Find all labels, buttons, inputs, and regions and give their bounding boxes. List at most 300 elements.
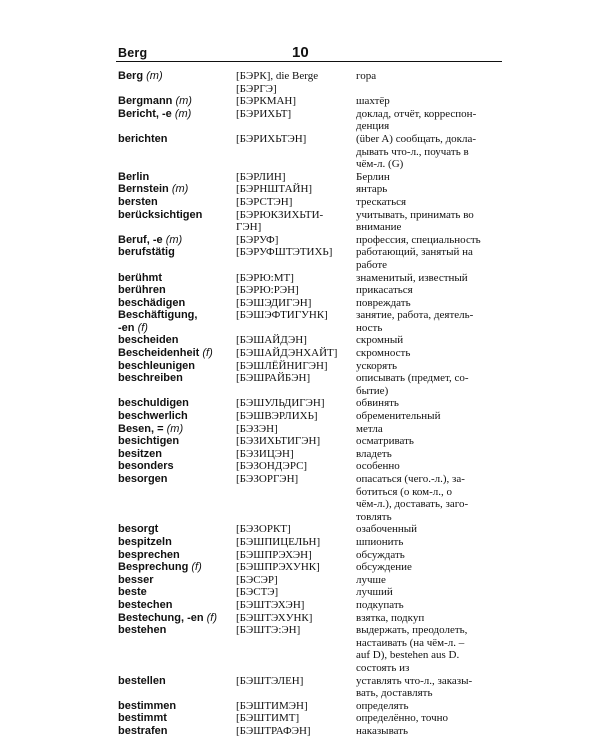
dictionary-entry: [118, 712, 502, 725]
headword-text: -en: [118, 321, 135, 334]
dictionary-entry: [118, 133, 502, 171]
headword-text: Bescheidenheit: [118, 347, 200, 360]
translation-line: профессия, специальность: [356, 233, 481, 246]
headword-text: bespitzeln: [118, 535, 172, 548]
dictionary-entry: [118, 183, 502, 196]
headword-line: [118, 624, 236, 637]
dictionary-entry: [118, 549, 502, 562]
dictionary-entry: [118, 347, 502, 360]
gender-marker: (m): [175, 95, 192, 108]
pronunciation-line: [БЭЗОНДЭРС]: [236, 460, 308, 473]
headword-line: [118, 473, 236, 486]
headword-line: [118, 246, 236, 259]
translation-line: работе: [356, 258, 388, 271]
entry-headword: [118, 334, 236, 347]
headword-text: beschwerlich: [118, 410, 188, 423]
entry-pronunciation: [236, 272, 356, 285]
translation-line: ускорять: [356, 359, 398, 372]
dictionary-entry: [118, 272, 502, 285]
pronunciation-line: [БЭШПРЭХУНК]: [236, 561, 320, 574]
entry-translation: [356, 108, 502, 133]
entry-pronunciation: [236, 284, 356, 297]
entry-translation: [356, 209, 502, 234]
headword-line: [118, 549, 236, 562]
translation-line: определённо, точно: [356, 712, 449, 725]
pronunciation-line: [БЭШАЙДЭНХАЙТ]: [236, 347, 338, 360]
pronunciation-line: [БЭРИХЬТ]: [236, 107, 292, 120]
entry-pronunciation: [236, 712, 356, 725]
pronunciation-line: [БЭШТЭХЭН]: [236, 598, 305, 611]
gender-marker: (f): [202, 347, 213, 360]
entry-pronunciation: [236, 70, 356, 95]
entry-headword: [118, 272, 236, 285]
translation-line: взятка, подкуп: [356, 611, 425, 624]
pronunciation-line: [БЭРСТЭН]: [236, 195, 293, 208]
translation-line: лучше: [356, 573, 386, 586]
translation-line: шпионить: [356, 535, 404, 548]
dictionary-entry: [118, 372, 502, 397]
translation-line: обсуждение: [356, 561, 412, 574]
entry-headword: [118, 171, 236, 184]
dictionary-entry: [118, 297, 502, 310]
entry-translation: [356, 234, 502, 247]
headword-text: besonders: [118, 460, 174, 473]
pronunciation-line: ГЭН]: [236, 221, 262, 234]
entry-headword: [118, 196, 236, 209]
entry-headword: [118, 70, 236, 83]
gender-marker: (m): [171, 183, 189, 196]
entry-pronunciation: [236, 372, 356, 385]
entry-headword: [118, 599, 236, 612]
entry-pronunciation: [236, 624, 356, 637]
dictionary-entry: [118, 95, 502, 108]
pronunciation-line: [БЭРКМАН]: [236, 95, 297, 108]
headword-line: [118, 712, 236, 725]
dictionary-entry: [118, 561, 502, 574]
headword-line: [118, 410, 236, 423]
entry-headword: [118, 549, 236, 562]
dictionary-entry: [118, 397, 502, 410]
entry-pronunciation: [236, 536, 356, 549]
entry-headword: [118, 297, 236, 310]
headword-text: bestellen: [118, 674, 166, 687]
entry-pronunciation: [236, 700, 356, 713]
entry-translation: [356, 700, 502, 713]
entry-translation: [356, 712, 502, 725]
dictionary-entry: [118, 448, 502, 461]
headword-text: beschädigen: [118, 296, 186, 309]
headword-text: besitzen: [118, 447, 163, 460]
headword-text: bescheiden: [118, 334, 179, 347]
translation-line: ботиться (о ком-л., о: [356, 485, 453, 498]
entry-translation: [356, 133, 502, 171]
dictionary-entry: [118, 246, 502, 271]
headword-line: [118, 272, 236, 285]
entry-headword: [118, 284, 236, 297]
dictionary-entry: [118, 473, 502, 523]
headword-text: Besen, =: [118, 422, 164, 435]
headword-line: [118, 183, 236, 196]
translation-line: повреждать: [356, 296, 411, 309]
translation-line: денция: [356, 120, 390, 133]
entry-translation: [356, 372, 502, 397]
gender-marker: (m): [165, 233, 183, 246]
headword-line: [118, 423, 236, 436]
entry-headword: [118, 209, 236, 222]
entry-pronunciation: [236, 473, 356, 486]
dictionary-entry: [118, 70, 502, 95]
headword-text: Beschäftigung,: [118, 309, 198, 322]
headword-text: besorgt: [118, 523, 159, 536]
headword-line: [118, 360, 236, 373]
entry-translation: [356, 536, 502, 549]
entry-headword: [118, 448, 236, 461]
entry-pronunciation: [236, 309, 356, 322]
translation-line: метла: [356, 422, 383, 435]
entry-translation: [356, 574, 502, 587]
entry-headword: [118, 675, 236, 688]
entry-headword: [118, 725, 236, 738]
gender-marker: (f): [137, 321, 148, 334]
headword-text: Beruf, -e: [118, 233, 163, 246]
headword-text: beschleunigen: [118, 359, 196, 372]
headword-line: [118, 561, 236, 574]
translation-line: обременительный: [356, 410, 441, 423]
pronunciation-line: [БЭШРАЙБЭН]: [236, 372, 311, 385]
translation-line: внимание: [356, 221, 402, 234]
translation-line: работающий, занятый на: [356, 246, 473, 259]
dictionary-entry: [118, 196, 502, 209]
headword-line: [118, 599, 236, 612]
entry-pronunciation: [236, 234, 356, 247]
page-number: 10: [292, 44, 309, 61]
entry-headword: [118, 700, 236, 713]
translation-line: состоять из: [356, 661, 410, 674]
headword-line: [118, 435, 236, 448]
translation-line: скромный: [356, 334, 404, 347]
translation-line: чём-л. (G): [356, 158, 404, 171]
pronunciation-line: [БЭШТЭ:ЭН]: [236, 624, 301, 637]
headword-line: [118, 372, 236, 385]
entry-pronunciation: [236, 397, 356, 410]
page-header: [116, 44, 502, 66]
entry-headword: [118, 523, 236, 536]
header-rule: [116, 61, 502, 62]
translation-line: Берлин: [356, 170, 390, 183]
headword-line: [118, 460, 236, 473]
entry-translation: [356, 725, 502, 738]
dictionary-entry: [118, 612, 502, 625]
dictionary-entry: [118, 599, 502, 612]
pronunciation-line: [БЭРЮКЗИХЬТИ-: [236, 208, 324, 221]
entry-translation: [356, 347, 502, 360]
headword-text: Bernstein: [118, 183, 169, 196]
headword-line: [118, 70, 236, 83]
entry-list: [118, 70, 502, 737]
entry-headword: [118, 234, 236, 247]
headword-line: [118, 322, 236, 335]
translation-line: дывать что-л., поучать в: [356, 145, 469, 158]
translation-line: определять: [356, 699, 409, 712]
pronunciation-line: [БЭРЮ:МТ]: [236, 271, 294, 284]
pronunciation-line: [БЭЗИХЬТИГЭН]: [236, 435, 321, 448]
pronunciation-line: [БЭШЛЁЙНИГЭН]: [236, 359, 328, 372]
headword-text: besser: [118, 573, 154, 586]
headword-text: berichten: [118, 132, 168, 145]
entry-pronunciation: [236, 435, 356, 448]
entry-translation: [356, 196, 502, 209]
entry-headword: [118, 612, 236, 625]
translation-line: владеть: [356, 447, 392, 460]
translation-line: знаменитый, известный: [356, 271, 468, 284]
entry-translation: [356, 95, 502, 108]
entry-pronunciation: [236, 586, 356, 599]
headword-text: bestrafen: [118, 724, 168, 737]
dictionary-entry: [118, 700, 502, 713]
headword-text: beschreiben: [118, 372, 183, 385]
headword-line: [118, 284, 236, 297]
translation-line: настаивать (на чём-л. –: [356, 636, 465, 649]
gender-marker: (m): [146, 70, 163, 82]
translation-line: описывать (предмет, со-: [356, 372, 469, 385]
dictionary-entry: [118, 624, 502, 674]
entry-headword: [118, 347, 236, 360]
entry-pronunciation: [236, 612, 356, 625]
headword-line: [118, 95, 236, 108]
dictionary-entry: [118, 234, 502, 247]
entry-pronunciation: [236, 675, 356, 688]
entry-pronunciation: [236, 95, 356, 108]
headword-text: bestimmt: [118, 712, 167, 725]
entry-translation: [356, 435, 502, 448]
dictionary-entry: [118, 675, 502, 700]
header-guide-word: Berg: [118, 46, 148, 60]
entry-headword: [118, 309, 236, 334]
pronunciation-line: [БЭШТЭХУНК]: [236, 611, 313, 624]
pronunciation-line: [БЭРУФ]: [236, 233, 279, 246]
dictionary-entry: [118, 171, 502, 184]
headword-text: Berg: [118, 70, 144, 82]
translation-line: скромность: [356, 347, 411, 360]
entry-headword: [118, 435, 236, 448]
entry-pronunciation: [236, 196, 356, 209]
entry-pronunciation: [236, 297, 356, 310]
entry-headword: [118, 397, 236, 410]
headword-text: Besprechung: [118, 561, 189, 574]
headword-line: [118, 133, 236, 146]
entry-translation: [356, 549, 502, 562]
pronunciation-line: [БЭРК], die Berge: [236, 70, 319, 82]
entry-pronunciation: [236, 460, 356, 473]
entry-translation: [356, 171, 502, 184]
entry-translation: [356, 397, 502, 410]
dictionary-entry: [118, 435, 502, 448]
entry-translation: [356, 460, 502, 473]
entry-headword: [118, 183, 236, 196]
translation-line: выдержать, преодолеть,: [356, 624, 468, 637]
dictionary-entry: [118, 309, 502, 334]
headword-line: [118, 574, 236, 587]
entry-headword: [118, 108, 236, 121]
entry-translation: [356, 624, 502, 674]
dictionary-entry: [118, 108, 502, 133]
translation-line: чём-л.), доставать, заго-: [356, 498, 469, 511]
translation-line: (über A) сообщать, доклa-: [356, 132, 477, 145]
headword-line: [118, 612, 236, 625]
entry-translation: [356, 448, 502, 461]
entry-pronunciation: [236, 360, 356, 373]
pronunciation-line: [БЭШЭДИГЭН]: [236, 296, 312, 309]
dictionary-entry: [118, 586, 502, 599]
headword-line: [118, 297, 236, 310]
headword-text: bestehen: [118, 624, 167, 637]
entry-translation: [356, 410, 502, 423]
gender-marker: (f): [206, 611, 218, 624]
entry-pronunciation: [236, 561, 356, 574]
entry-pronunciation: [236, 108, 356, 121]
entry-translation: [356, 423, 502, 436]
pronunciation-line: [БЭШАЙДЭН]: [236, 334, 307, 347]
entry-pronunciation: [236, 574, 356, 587]
entry-headword: [118, 246, 236, 259]
entry-translation: [356, 360, 502, 373]
pronunciation-line: [БЭШПИЦЕЛЬН]: [236, 535, 321, 548]
pronunciation-line: [БЭРЮ:РЭН]: [236, 284, 299, 297]
entry-translation: [356, 523, 502, 536]
headword-line: [118, 171, 236, 184]
headword-line: [118, 234, 236, 247]
pronunciation-line: [БЭШУЛЬДИГЭН]: [236, 397, 325, 410]
translation-line: доклад, отчёт, корреспон-: [356, 107, 477, 120]
headword-text: Bestechung, -en: [118, 611, 204, 624]
entry-pronunciation: [236, 549, 356, 562]
headword-line: [118, 586, 236, 599]
pronunciation-line: [БЭРЛИН]: [236, 170, 286, 183]
translation-line: озабоченный: [356, 523, 418, 536]
translation-line: занятие, работа, деятель-: [356, 309, 474, 322]
dictionary-entry: [118, 284, 502, 297]
entry-headword: [118, 712, 236, 725]
entry-pronunciation: [236, 725, 356, 738]
headword-text: besprechen: [118, 548, 180, 561]
headword-text: berühmt: [118, 271, 162, 284]
dictionary-entry: [118, 574, 502, 587]
entry-pronunciation: [236, 423, 356, 436]
headword-line: [118, 675, 236, 688]
headword-line: [118, 309, 236, 322]
dictionary-entry: [118, 460, 502, 473]
entry-headword: [118, 372, 236, 385]
entry-headword: [118, 574, 236, 587]
headword-text: berücksichtigen: [118, 208, 203, 221]
translation-line: бытие): [356, 384, 389, 397]
pronunciation-line: [БЭРИХЬТЭН]: [236, 132, 307, 145]
entry-translation: [356, 334, 502, 347]
entry-translation: [356, 473, 502, 523]
translation-line: подкупать: [356, 598, 404, 611]
pronunciation-line: [БЭШТИМЭН]: [236, 699, 308, 712]
entry-pronunciation: [236, 246, 356, 259]
dictionary-entry: [118, 725, 502, 738]
entry-pronunciation: [236, 133, 356, 146]
headword-line: [118, 397, 236, 410]
translation-line: ность: [356, 321, 383, 334]
pronunciation-line: [БЭСЭР]: [236, 573, 278, 586]
headword-line: [118, 448, 236, 461]
translation-line: осматривать: [356, 435, 414, 448]
entry-headword: [118, 95, 236, 108]
headword-line: [118, 209, 236, 222]
translation-line: лучший: [356, 586, 393, 599]
pronunciation-line: [БЭСТЭ]: [236, 586, 279, 599]
translation-line: особенно: [356, 460, 400, 473]
pronunciation-line: [БЭЗИЦЭН]: [236, 447, 294, 460]
gender-marker: (m): [174, 107, 192, 120]
entry-pronunciation: [236, 599, 356, 612]
entry-translation: [356, 183, 502, 196]
entry-translation: [356, 309, 502, 334]
translation-line: трескаться: [356, 195, 407, 208]
pronunciation-line: [БЭШТИМТ]: [236, 712, 300, 725]
headword-line: [118, 536, 236, 549]
translation-line: обсуждать: [356, 548, 405, 561]
entry-translation: [356, 70, 502, 83]
headword-text: Bergmann: [118, 95, 173, 108]
entry-headword: [118, 460, 236, 473]
pronunciation-line: [БЭРГЭ]: [236, 82, 277, 95]
entry-headword: [118, 586, 236, 599]
entry-pronunciation: [236, 334, 356, 347]
headword-text: bestechen: [118, 598, 173, 611]
entry-pronunciation: [236, 347, 356, 360]
headword-text: bersten: [118, 195, 158, 208]
entry-translation: [356, 246, 502, 271]
entry-translation: [356, 561, 502, 574]
dictionary-entry: [118, 410, 502, 423]
dictionary-entry: [118, 334, 502, 347]
headword-text: besorgen: [118, 473, 168, 485]
translation-line: учитывать, принимать во: [356, 208, 474, 221]
headword-line: [118, 725, 236, 738]
translation-line: уставлять что-л., заказы-: [356, 674, 473, 687]
entry-pronunciation: [236, 523, 356, 536]
headword-line: [118, 700, 236, 713]
entry-translation: [356, 675, 502, 700]
entry-translation: [356, 599, 502, 612]
dictionary-entry: [118, 536, 502, 549]
translation-line: вать, доставлять: [356, 687, 433, 700]
headword-line: [118, 347, 236, 360]
entry-pronunciation: [236, 448, 356, 461]
entry-pronunciation: [236, 410, 356, 423]
headword-text: berufstätig: [118, 246, 175, 259]
pronunciation-line: [БЭШВЭРЛИХЬ]: [236, 410, 318, 423]
dictionary-entry: [118, 360, 502, 373]
headword-line: [118, 196, 236, 209]
translation-line: прикасаться: [356, 284, 413, 297]
pronunciation-line: [БЭШПРЭХЭН]: [236, 548, 312, 561]
entry-headword: [118, 360, 236, 373]
headword-text: beschuldigen: [118, 397, 189, 410]
headword-text: Bericht, -e: [118, 107, 172, 120]
entry-translation: [356, 586, 502, 599]
pronunciation-line: [БЭЗОРКТ]: [236, 523, 291, 536]
entry-headword: [118, 410, 236, 423]
headword-text: besichtigen: [118, 435, 180, 448]
pronunciation-line: [БЭШЭФТИГУНК]: [236, 309, 328, 322]
entry-headword: [118, 423, 236, 436]
translation-line: опасаться (чего.-л.), за-: [356, 473, 465, 485]
